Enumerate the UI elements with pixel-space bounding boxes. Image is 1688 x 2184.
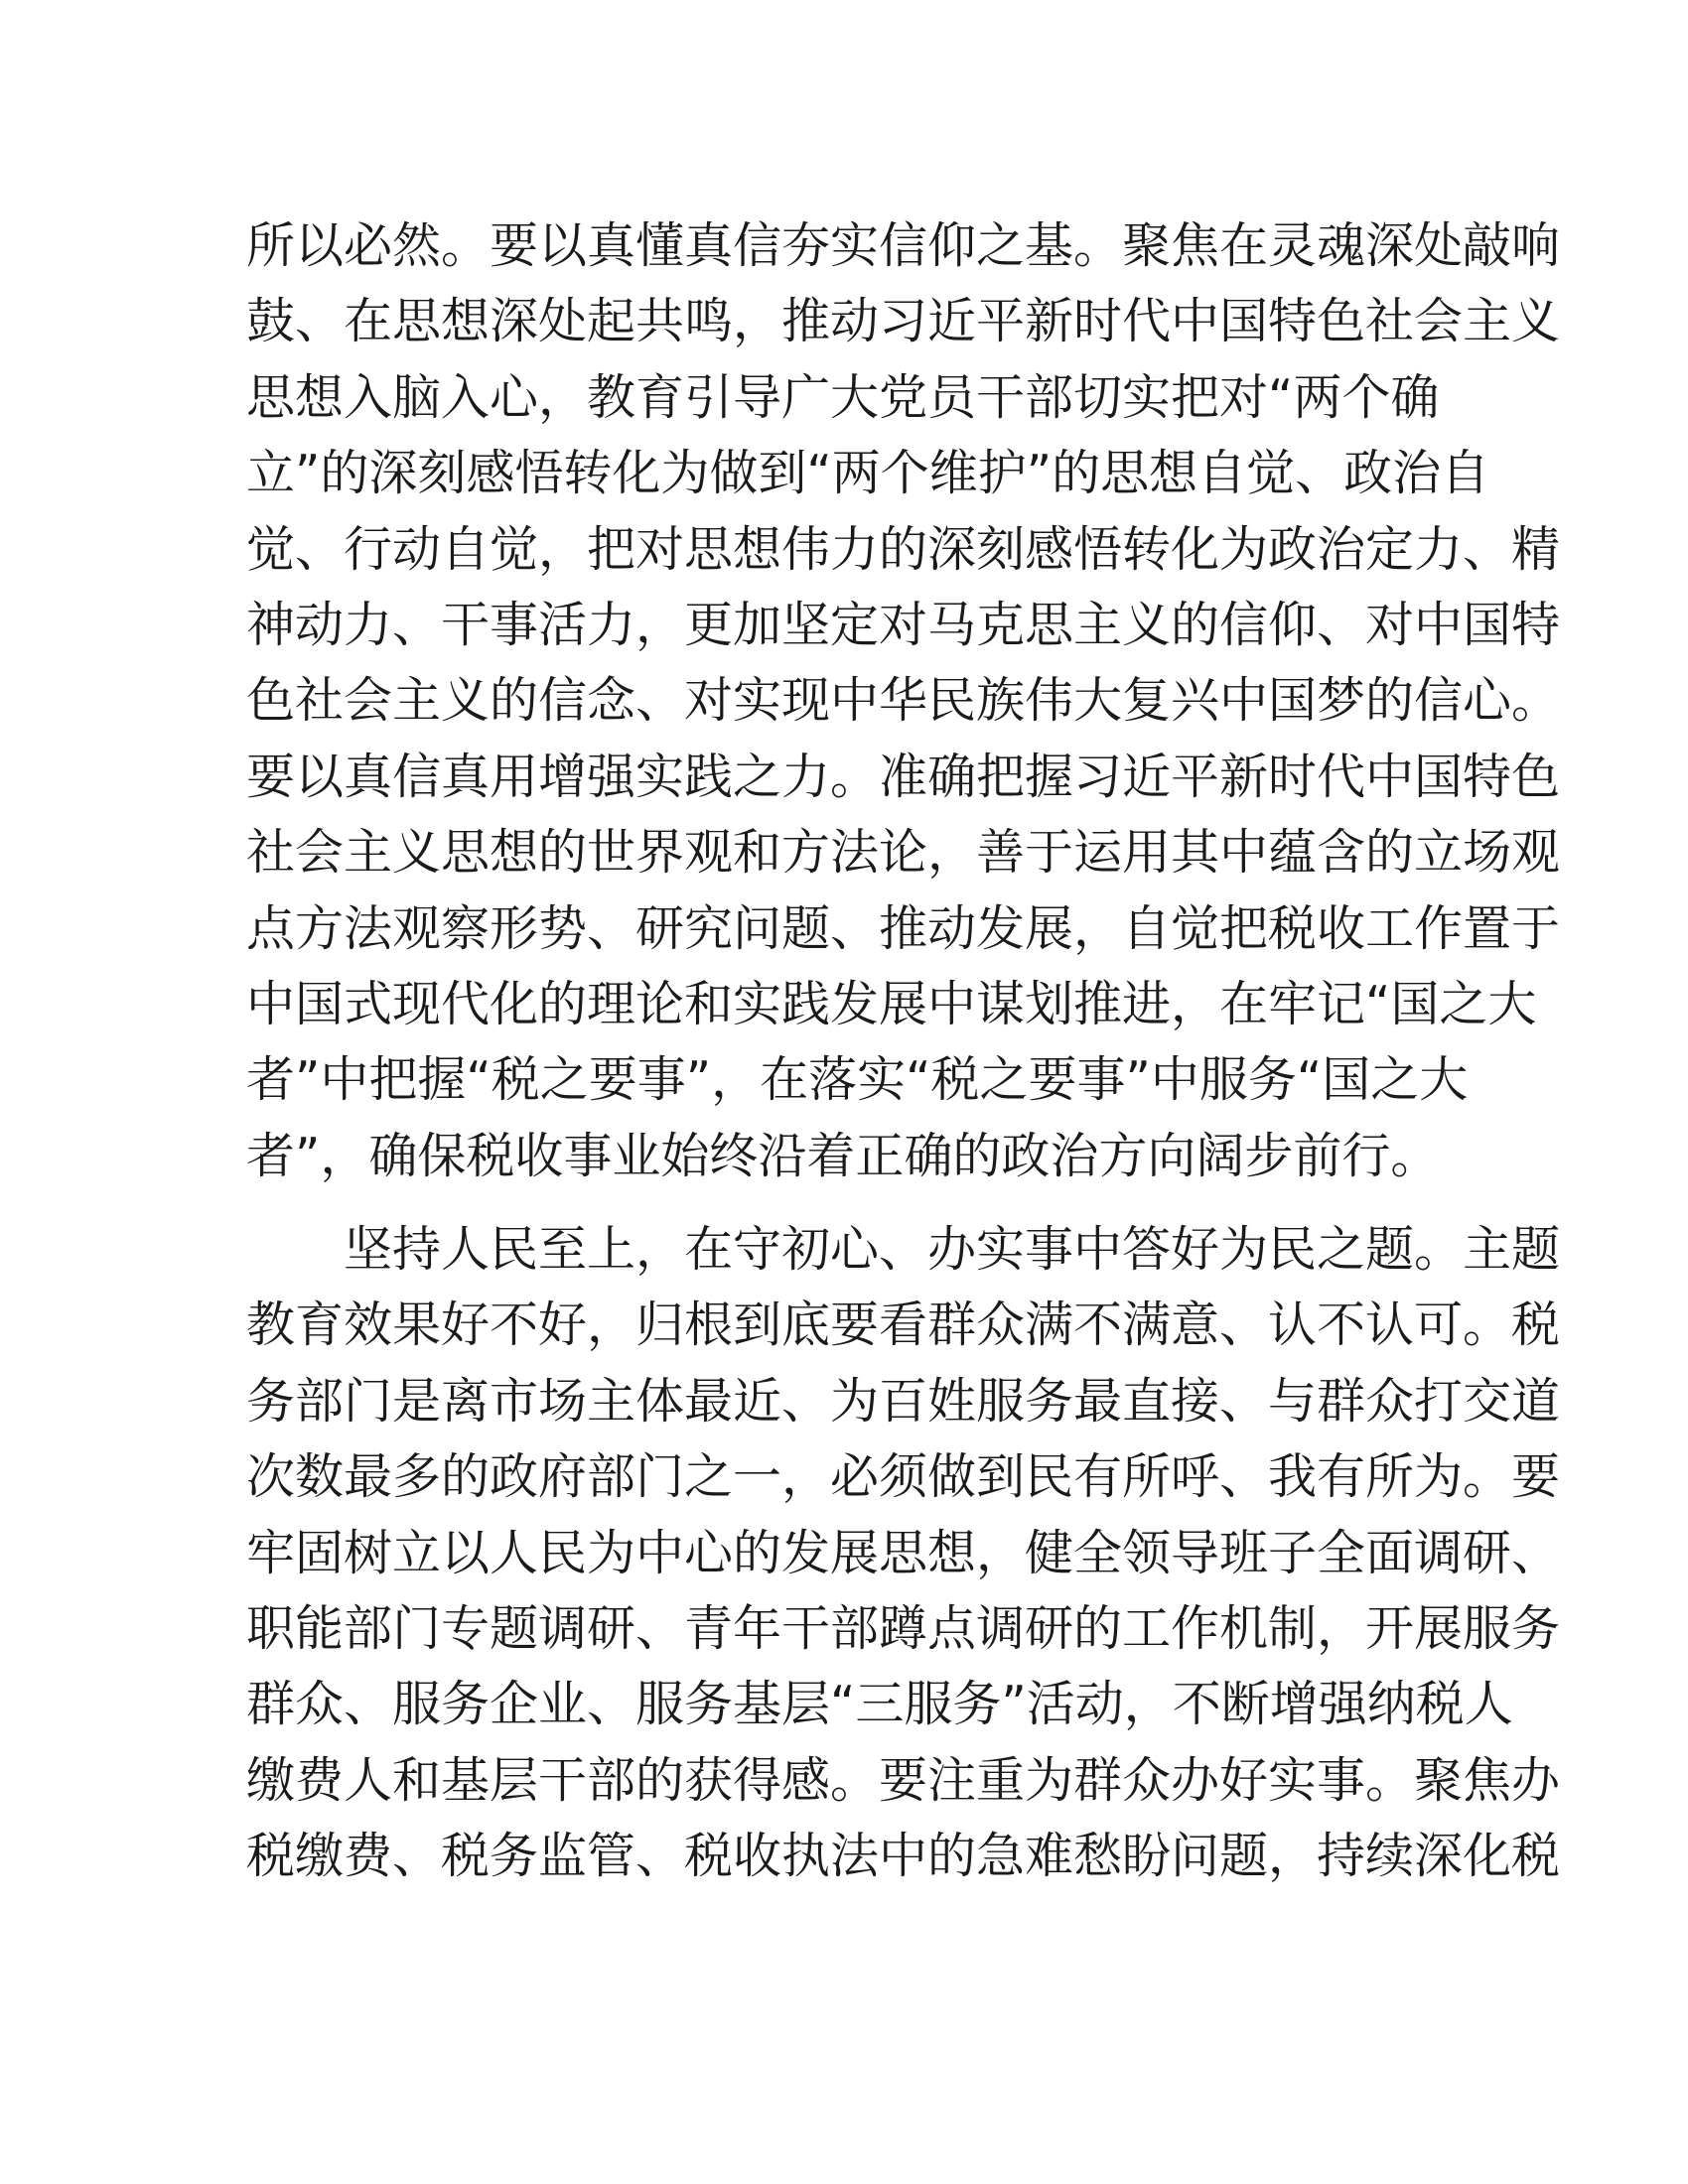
text-line: 鼓、在思想深处起共鸣，推动习近平新时代中国特色社会主义 — [246, 293, 1561, 350]
text-line: 务部门是离市场主体最近、为百姓服务最直接、与群众打交道 — [246, 1372, 1561, 1430]
body-text — [246, 208, 1561, 1895]
text-line: 缴费人和基层干部的获得感。要注重为群众办好实事。聚焦办 — [246, 1751, 1561, 1809]
text-line: 次数最多的政府部门之一，必须做到民有所呼、我有所为。要 — [246, 1448, 1561, 1506]
text-line: 所以必然。要以真懂真信夯实信仰之基。聚焦在灵魂深处敲响 — [246, 217, 1561, 274]
text-line: 教育效果好不好，归根到底要看群众满不满意、认不认可。税 — [246, 1297, 1561, 1354]
text-line: 税缴费、税务监管、税收执法中的急难愁盼问题，持续深化税 — [246, 1828, 1561, 1885]
text-line: 职能部门专题调研、青年干部蹲点调研的工作机制，开展服务 — [246, 1600, 1561, 1658]
text-line: 者”中把握“税之要事”，在落实“税之要事”中服务“国之大 — [246, 1051, 1469, 1109]
text-line: 立”的深刻感悟转化为做到“两个维护”的思想自觉、政治自 — [246, 445, 1490, 502]
text-line: 觉、行动自觉，把对思想伟力的深刻感悟转化为政治定力、精 — [246, 520, 1561, 578]
text-line: 中国式现代化的理论和实践发展中谋划推进，在牢记“国之大 — [246, 975, 1537, 1032]
text-line: 者”，确保税收事业始终沿着正确的政治方向阔步前行。 — [246, 1127, 1440, 1184]
paragraph-1 — [246, 208, 1561, 1194]
text-line: 神动力、干事活力，更加坚定对马克思主义的信仰、对中国特 — [246, 596, 1561, 653]
text-line: 牢固树立以人民为中心的发展思想，健全领导班子全面调研、 — [246, 1524, 1561, 1581]
text-line: 点方法观察形势、研究问题、推动发展，自觉把税收工作置于 — [246, 899, 1561, 957]
text-line: 社会主义思想的世界观和方法论，善于运用其中蕴含的立场观 — [246, 824, 1561, 882]
text-line: 坚持人民至上，在守初心、办实事中答好为民之题。主题 — [344, 1221, 1561, 1279]
text-line: 色社会主义的信念、对实现中华民族伟大复兴中国梦的信心。 — [246, 672, 1561, 730]
text-line: 群众、服务企业、服务基层“三服务”活动，不断增强纳税人 — [246, 1676, 1513, 1733]
text-line: 要以真信真用增强实践之力。准确把握习近平新时代中国特色 — [246, 748, 1561, 805]
paragraph-2 — [246, 1212, 1561, 1895]
text-line: 思想入脑入心，教育引导广大党员干部切实把对“两个确 — [246, 368, 1440, 426]
